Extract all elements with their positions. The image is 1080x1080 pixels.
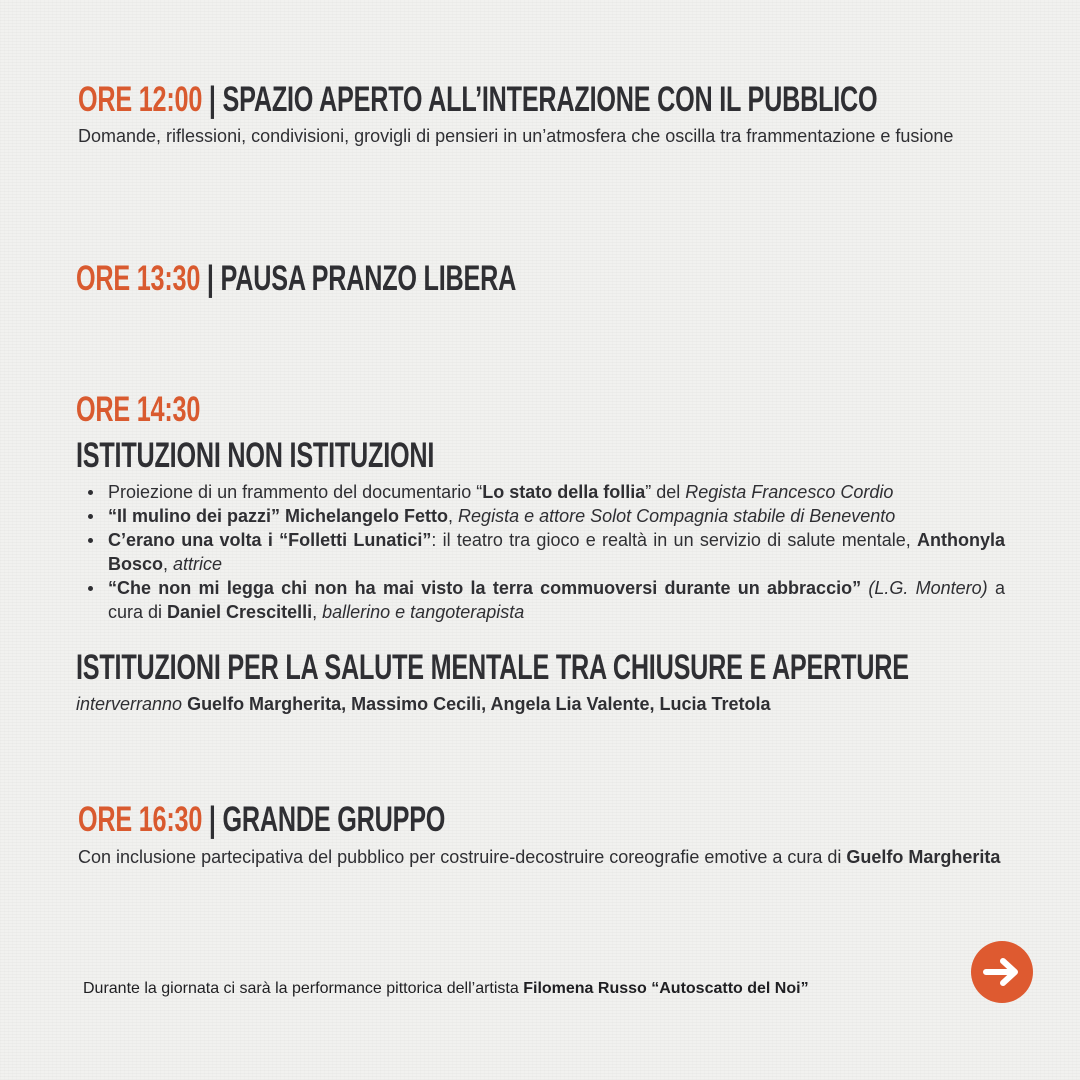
list-item: C’erano una volta i “Folletti Lunatici”: il teatro tra gioco e realtà in un servizio di salute mentale, Anthonyla Bosco, attrice bbox=[76, 528, 1005, 576]
list-item: “Che non mi legga chi non ha mai visto la terra commuoversi durante un abbraccio” (L.G. Montero) a cura di Daniel Crescitelli, ballerino e tangoterapista bbox=[76, 576, 1005, 624]
speakers-prefix: interverranno bbox=[76, 694, 188, 714]
footer-note: Durante la giornata ci sarà la performance pittorica dell’artista Filomena Russo “Autoscatto del Noi” bbox=[83, 980, 809, 997]
section-heading-1200 bbox=[78, 80, 877, 120]
next-button[interactable] bbox=[971, 941, 1033, 1003]
session-title: PAUSA PRANZO LIBERA bbox=[220, 259, 517, 298]
separator: | bbox=[208, 80, 216, 119]
session-title: GRANDE GRUPPO bbox=[222, 800, 446, 839]
list-item: Proiezione di un frammento del documentario “Lo stato della follia” del Regista Francesco Cordio bbox=[76, 480, 1005, 504]
time-label: ORE 12:00 bbox=[78, 80, 203, 119]
separator: | bbox=[206, 259, 214, 298]
session-title: SPAZIO APERTO ALL’INTERAZIONE CON IL PUBBLICO bbox=[222, 80, 878, 119]
time-label: ORE 13:30 bbox=[76, 259, 201, 298]
speakers-line bbox=[76, 692, 771, 716]
program-list bbox=[76, 480, 1005, 624]
speakers-names: Guelfo Margherita, Massimo Cecili, Angela Lia Valente, Lucia Tretola bbox=[187, 694, 771, 714]
time-label-1430: ORE 14:30 bbox=[76, 390, 201, 429]
section-heading-1330 bbox=[76, 259, 516, 299]
session-description: Domande, riflessioni, condivisioni, grovigli di pensieri in un’atmosfera che oscilla tra frammentazione e fusione bbox=[78, 126, 954, 146]
time-label: ORE 16:30 bbox=[78, 800, 203, 839]
list-item: “Il mulino dei pazzi” Michelangelo Fetto, Regista e attore Solot Compagnia stabile di Benevento bbox=[76, 504, 1005, 528]
session-description: Con inclusione partecipativa del pubblico per costruire-decostruire coreografie emotive a cura di Guelfo Margherita bbox=[78, 847, 1001, 867]
section-heading-1630 bbox=[78, 800, 445, 840]
session-title-istituzioni: ISTITUZIONI NON ISTITUZIONI bbox=[76, 436, 435, 475]
session-subtitle: ISTITUZIONI PER LA SALUTE MENTALE TRA CHIUSURE E APERTURE bbox=[76, 648, 909, 687]
arrow-right-icon bbox=[983, 957, 1021, 987]
separator: | bbox=[208, 800, 216, 839]
